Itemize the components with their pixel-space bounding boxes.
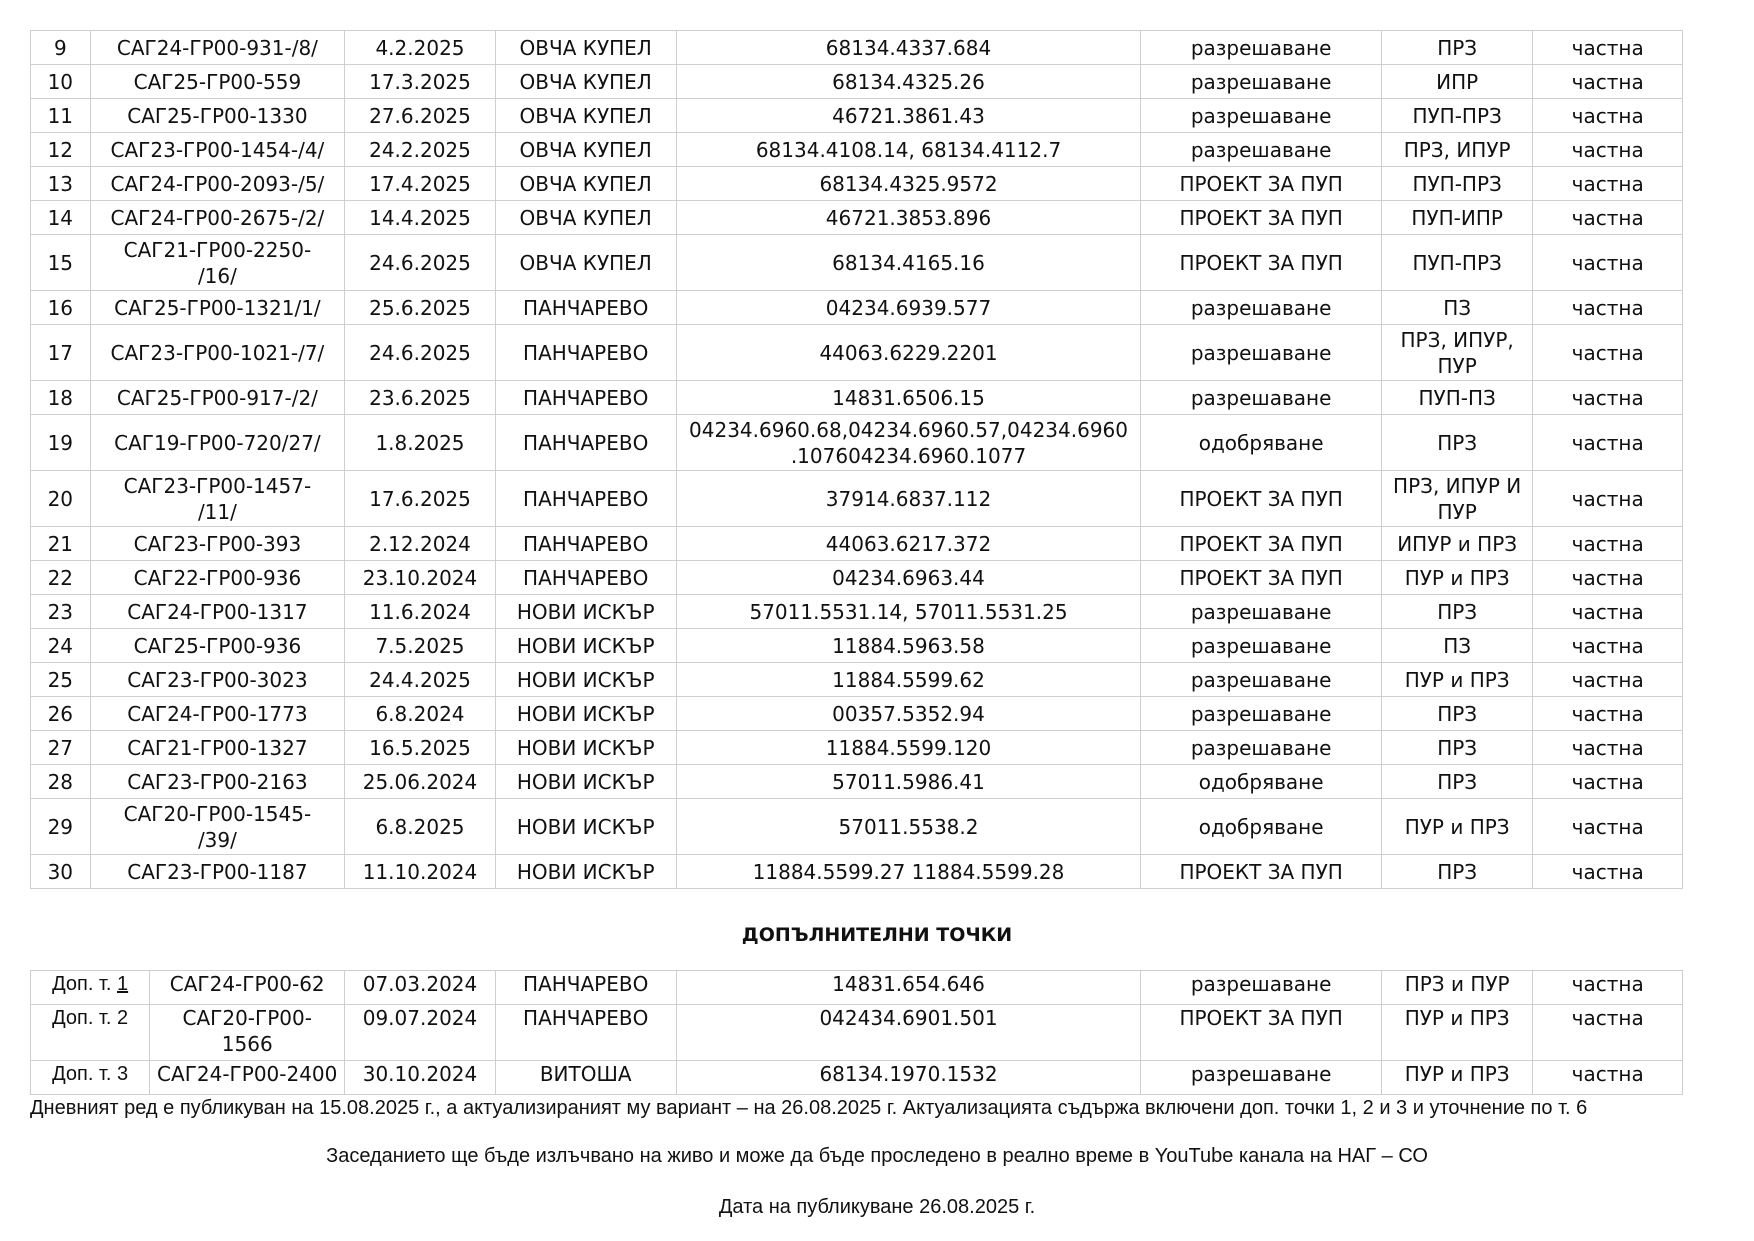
parcel-ids: 68134.4108.14, 68134.4112.7 [676,133,1141,167]
parcel-ids: 04234.6939.577 [676,291,1141,325]
procedure-type: ПРОЕКТ ЗА ПУП [1141,1005,1381,1061]
scope: частна [1533,799,1683,855]
procedure-type: разрешаване [1141,133,1381,167]
case-ref: САГ23-ГР00-1187 [90,855,345,889]
district: НОВИ ИСКЪР [495,855,676,889]
case-date: 23.6.2025 [345,381,496,415]
district: ПАНЧАРЕВО [495,415,676,471]
district: ПАНЧАРЕВО [495,561,676,595]
item-number: 16 [31,291,91,325]
district: ПАНЧАРЕВО [495,471,676,527]
agenda-table [30,30,1683,889]
table-row [31,799,1683,855]
scope: частна [1533,731,1683,765]
plan-type: ИПР [1381,65,1533,99]
parcel-ids: 44063.6229.2201 [676,325,1141,381]
case-ref: САГ21-ГР00-1327 [90,731,345,765]
procedure-type: ПРОЕКТ ЗА ПУП [1141,855,1381,889]
plan-type: ПРЗ, ИПУР, ПУР [1381,325,1533,381]
case-ref: САГ21-ГР00-2250- /16/ [90,235,345,291]
parcel-ids: 44063.6217.372 [676,527,1141,561]
case-ref: САГ23-ГР00-2163 [90,765,345,799]
district: ОВЧА КУПЕЛ [495,99,676,133]
procedure-type: одобряване [1141,415,1381,471]
case-ref: САГ24-ГР00-2093-/5/ [90,167,345,201]
parcel-ids: 04234.6960.68,04234.6960.57,04234.6960 .107604234.6960.1077 [676,415,1141,471]
district: ПАНЧАРЕВО [495,527,676,561]
table-row [31,65,1683,99]
case-ref: САГ23-ГР00-393 [90,527,345,561]
table-row [31,201,1683,235]
district: НОВИ ИСКЪР [495,663,676,697]
item-label-number: 1 [117,973,129,995]
case-date: 25.6.2025 [345,291,496,325]
scope: частна [1533,201,1683,235]
scope: частна [1533,1061,1683,1095]
table-row [31,527,1683,561]
table-row [31,415,1683,471]
case-ref: САГ25-ГР00-1321/1/ [90,291,345,325]
plan-type: ПУП-ПРЗ [1381,235,1533,291]
parcel-ids: 11884.5963.58 [676,629,1141,663]
plan-type: ПРЗ [1381,595,1533,629]
plan-type: ПРЗ [1381,731,1533,765]
procedure-type: ПРОЕКТ ЗА ПУП [1141,167,1381,201]
plan-type: ПУП-ИПР [1381,201,1533,235]
plan-type: ПУП-ПРЗ [1381,99,1533,133]
procedure-type: разрешаване [1141,663,1381,697]
case-date: 16.5.2025 [345,731,496,765]
district: НОВИ ИСКЪР [495,629,676,663]
scope: частна [1533,133,1683,167]
item-label-prefix: Доп. т. [52,1063,117,1085]
parcel-ids: 11884.5599.27 11884.5599.28 [676,855,1141,889]
case-date: 17.6.2025 [345,471,496,527]
scope: частна [1533,31,1683,65]
item-label-number: 3 [117,1063,129,1085]
plan-type: ПРЗ [1381,855,1533,889]
district: ОВЧА КУПЕЛ [495,167,676,201]
item-number: 21 [31,527,91,561]
item-number: 24 [31,629,91,663]
procedure-type: разрешаване [1141,731,1381,765]
plan-type: ПУР и ПРЗ [1381,799,1533,855]
additional-item-label [31,971,150,1005]
district: ПАНЧАРЕВО [495,381,676,415]
item-number: 17 [31,325,91,381]
scope: частна [1533,765,1683,799]
district: ОВЧА КУПЕЛ [495,65,676,99]
parcel-ids: 68134.4325.26 [676,65,1141,99]
additional-item-label [31,1005,150,1061]
district: НОВИ ИСКЪР [495,765,676,799]
table-row [31,99,1683,133]
case-ref: САГ24-ГР00-1773 [90,697,345,731]
case-date: 24.2.2025 [345,133,496,167]
case-date: 2.12.2024 [345,527,496,561]
item-number: 22 [31,561,91,595]
plan-type: ПРЗ [1381,697,1533,731]
table-row [31,133,1683,167]
plan-type: ПУР и ПРЗ [1381,1005,1533,1061]
case-ref: САГ20-ГР00-1545- /39/ [90,799,345,855]
table-row [31,381,1683,415]
table-row [31,291,1683,325]
table-row [31,629,1683,663]
case-date: 07.03.2024 [345,971,496,1005]
plan-type: ПРЗ [1381,415,1533,471]
procedure-type: разрешаване [1141,31,1381,65]
procedure-type: ПРОЕКТ ЗА ПУП [1141,201,1381,235]
scope: частна [1533,291,1683,325]
table-row [31,31,1683,65]
case-ref: САГ24-ГР00-2400 [150,1061,345,1095]
stream-note: Заседанието ще бъде излъчвано на живо и може да бъде проследено в реално време в YouTube канала на НАГ – СО [326,1145,1428,1167]
case-ref: САГ25-ГР00-917-/2/ [90,381,345,415]
case-date: 17.4.2025 [345,167,496,201]
district: ПАНЧАРЕВО [495,1005,676,1061]
district: НОВИ ИСКЪР [495,595,676,629]
parcel-ids: 46721.3861.43 [676,99,1141,133]
procedure-type: разрешаване [1141,325,1381,381]
procedure-type: разрешаване [1141,629,1381,663]
procedure-type: разрешаване [1141,291,1381,325]
case-date: 23.10.2024 [345,561,496,595]
procedure-type: разрешаване [1141,971,1381,1005]
case-date: 24.6.2025 [345,235,496,291]
item-number: 13 [31,167,91,201]
case-ref: САГ24-ГР00-931-/8/ [90,31,345,65]
parcel-ids: 11884.5599.120 [676,731,1141,765]
plan-type: ПУП-ПРЗ [1381,167,1533,201]
item-number: 29 [31,799,91,855]
case-date: 6.8.2024 [345,697,496,731]
additional-item-label [31,1061,150,1095]
case-date: 6.8.2025 [345,799,496,855]
scope: частна [1533,381,1683,415]
case-date: 09.07.2024 [345,1005,496,1061]
scope: частна [1533,697,1683,731]
parcel-ids: 11884.5599.62 [676,663,1141,697]
scope: частна [1533,629,1683,663]
table-row [31,765,1683,799]
table-row [31,1005,1683,1061]
table-row [31,595,1683,629]
district: ПАНЧАРЕВО [495,971,676,1005]
plan-type: ПУР и ПРЗ [1381,1061,1533,1095]
table-row [31,167,1683,201]
case-date: 17.3.2025 [345,65,496,99]
case-ref: САГ24-ГР00-2675-/2/ [90,201,345,235]
case-ref: САГ25-ГР00-1330 [90,99,345,133]
case-ref: САГ24-ГР00-62 [150,971,345,1005]
case-ref: САГ24-ГР00-1317 [90,595,345,629]
parcel-ids: 00357.5352.94 [676,697,1141,731]
case-date: 24.4.2025 [345,663,496,697]
procedure-type: ПРОЕКТ ЗА ПУП [1141,235,1381,291]
scope: частна [1533,595,1683,629]
scope: частна [1533,471,1683,527]
scope: частна [1533,415,1683,471]
item-number: 23 [31,595,91,629]
district: ПАНЧАРЕВО [495,325,676,381]
district: ОВЧА КУПЕЛ [495,201,676,235]
parcel-ids: 68134.4337.684 [676,31,1141,65]
item-number: 27 [31,731,91,765]
case-date: 24.6.2025 [345,325,496,381]
parcel-ids: 57011.5538.2 [676,799,1141,855]
case-date: 27.6.2025 [345,99,496,133]
plan-type: ПУР и ПРЗ [1381,561,1533,595]
procedure-type: разрешаване [1141,99,1381,133]
scope: частна [1533,325,1683,381]
procedure-type: ПРОЕКТ ЗА ПУП [1141,527,1381,561]
item-number: 20 [31,471,91,527]
parcel-ids: 57011.5986.41 [676,765,1141,799]
district: ОВЧА КУПЕЛ [495,133,676,167]
case-date: 14.4.2025 [345,201,496,235]
plan-type: ПРЗ, ИПУР [1381,133,1533,167]
case-ref: САГ23-ГР00-3023 [90,663,345,697]
parcel-ids: 14831.654.646 [676,971,1141,1005]
table-row [31,235,1683,291]
district: НОВИ ИСКЪР [495,799,676,855]
parcel-ids: 57011.5531.14, 57011.5531.25 [676,595,1141,629]
parcel-ids: 46721.3853.896 [676,201,1141,235]
item-label-prefix: Доп. т. [52,973,117,995]
procedure-type: разрешаване [1141,65,1381,99]
parcel-ids: 37914.6837.112 [676,471,1141,527]
parcel-ids: 042434.6901.501 [676,1005,1141,1061]
scope: частна [1533,1005,1683,1061]
plan-type: ПРЗ [1381,765,1533,799]
case-ref: САГ23-ГР00-1021-/7/ [90,325,345,381]
case-ref: САГ25-ГР00-936 [90,629,345,663]
district: ОВЧА КУПЕЛ [495,235,676,291]
plan-type: ИПУР и ПРЗ [1381,527,1533,561]
district: НОВИ ИСКЪР [495,731,676,765]
procedure-type: ПРОЕКТ ЗА ПУП [1141,471,1381,527]
parcel-ids: 04234.6963.44 [676,561,1141,595]
case-date: 1.8.2025 [345,415,496,471]
table-row [31,731,1683,765]
item-number: 12 [31,133,91,167]
district: ПАНЧАРЕВО [495,291,676,325]
plan-type: ПУП-ПЗ [1381,381,1533,415]
item-number: 10 [31,65,91,99]
case-date: 4.2.2025 [345,31,496,65]
scope: частна [1533,235,1683,291]
case-date: 11.10.2024 [345,855,496,889]
scope: частна [1533,663,1683,697]
procedure-type: разрешаване [1141,1061,1381,1095]
procedure-type: ПРОЕКТ ЗА ПУП [1141,561,1381,595]
table-row [31,663,1683,697]
case-ref: САГ25-ГР00-559 [90,65,345,99]
item-label-number: 2 [117,1007,129,1029]
table-row [31,855,1683,889]
case-date: 11.6.2024 [345,595,496,629]
procedure-type: одобряване [1141,799,1381,855]
item-number: 11 [31,99,91,133]
procedure-type: разрешаване [1141,381,1381,415]
item-number: 30 [31,855,91,889]
item-number: 9 [31,31,91,65]
scope: частна [1533,99,1683,133]
procedure-type: разрешаване [1141,595,1381,629]
scope: частна [1533,561,1683,595]
item-number: 26 [31,697,91,731]
item-number: 28 [31,765,91,799]
parcel-ids: 14831.6506.15 [676,381,1141,415]
parcel-ids: 68134.4325.9572 [676,167,1141,201]
scope: частна [1533,971,1683,1005]
table-row [31,325,1683,381]
scope: частна [1533,65,1683,99]
procedure-type: одобряване [1141,765,1381,799]
item-number: 18 [31,381,91,415]
case-ref: САГ23-ГР00-1454-/4/ [90,133,345,167]
item-number: 25 [31,663,91,697]
plan-type: ПРЗ и ПУР [1381,971,1533,1005]
district: ОВЧА КУПЕЛ [495,31,676,65]
scope: частна [1533,527,1683,561]
table-row [31,971,1683,1005]
procedure-type: разрешаване [1141,697,1381,731]
plan-type: ПУР и ПРЗ [1381,663,1533,697]
item-number: 15 [31,235,91,291]
publication-note: Дневният ред е публикуван на 15.08.2025 г., а актуализираният му вариант – на 26.08.2025 г. Актуализацията съдържа включени доп. точки 1, 2 и 3 и уточнение по т. 6 [30,1097,1588,1119]
case-date: 7.5.2025 [345,629,496,663]
item-number: 14 [31,201,91,235]
item-number: 19 [31,415,91,471]
case-ref: САГ19-ГР00-720/27/ [90,415,345,471]
table-row [31,561,1683,595]
table-row [31,1061,1683,1095]
publication-date: Дата на публикуване 26.08.2025 г. [718,1196,1036,1218]
additional-items-table [30,970,1683,1095]
case-date: 30.10.2024 [345,1061,496,1095]
plan-type: ПЗ [1381,291,1533,325]
case-date: 25.06.2024 [345,765,496,799]
parcel-ids: 68134.4165.16 [676,235,1141,291]
scope: частна [1533,167,1683,201]
table-row [31,697,1683,731]
case-ref: САГ22-ГР00-936 [90,561,345,595]
plan-type: ПРЗ, ИПУР И ПУР [1381,471,1533,527]
additional-items-heading: ДОПЪЛНИТЕЛНИ ТОЧКИ [741,924,1013,946]
scope: частна [1533,855,1683,889]
case-ref: САГ23-ГР00-1457- /11/ [90,471,345,527]
parcel-ids: 68134.1970.1532 [676,1061,1141,1095]
item-label-prefix: Доп. т. [52,1007,117,1029]
district: НОВИ ИСКЪР [495,697,676,731]
district: ВИТОША [495,1061,676,1095]
table-row [31,471,1683,527]
case-ref: САГ20-ГР00- 1566 [150,1005,345,1061]
plan-type: ПЗ [1381,629,1533,663]
plan-type: ПРЗ [1381,31,1533,65]
